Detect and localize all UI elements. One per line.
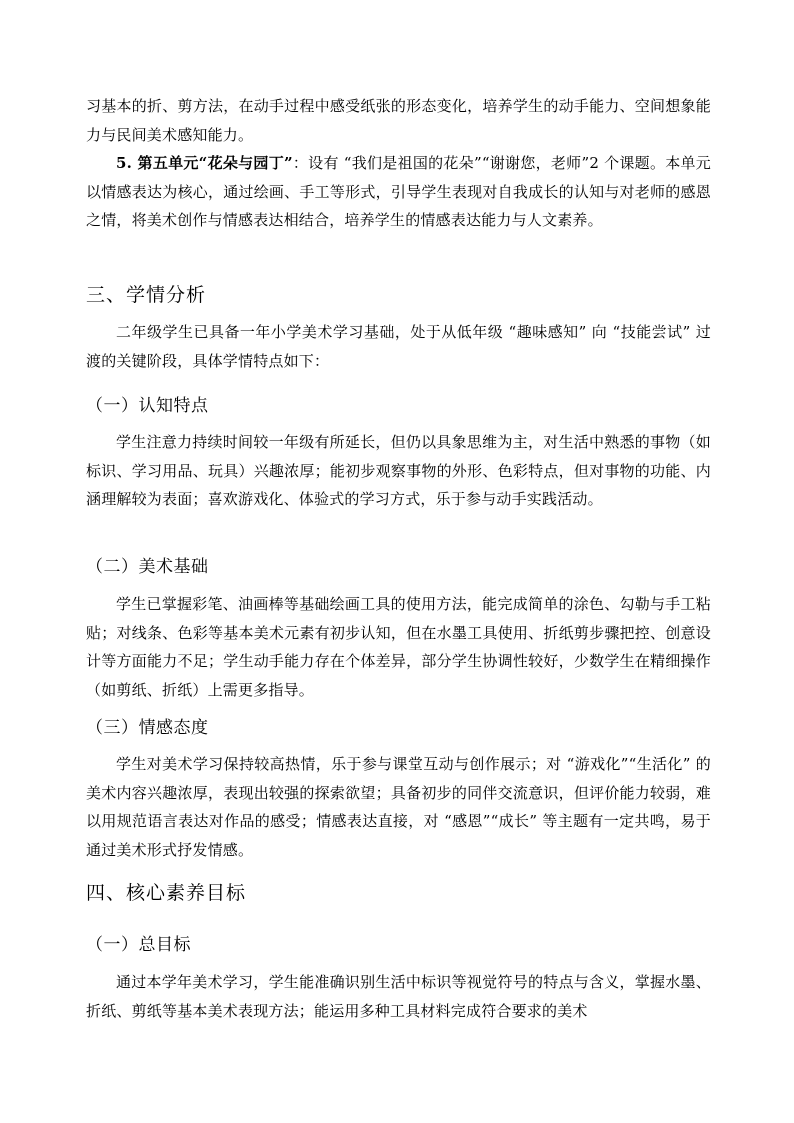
cognition-paragraph: 学生注意力持续时间较一年级有所延长，但仍以具象思维为主，对生活中熟悉的事物（如标识、学习用品、玩具）兴趣浓厚；能初步观察事物的外形、色彩特点，但对事物的功能、内涵理解较为表面；喜欢游戏化、体验式的学习方式，乐于参与动手实践活动。 (86, 433, 711, 508)
section3-heading: 三、学情分析 (86, 284, 207, 306)
art-basis-heading: （二）美术基础 (86, 557, 209, 577)
section3-intro: 二年级学生已具备一年小学美术学习基础，处于从低年级 “趣味感知” 向 “技能尝试” 过渡的关键阶段，具体学情特点如下： (86, 323, 711, 370)
emotion-paragraph: 学生对美术学习保持较高热情，乐于参与课堂互动与创作展示；对 “游戏化”“生活化” 的美术内容兴趣浓厚，表现出较强的探索欲望；具备初步的同伴交流意识，但评价能力较弱，难以用规范语言表达对作品的感受；情感表达直接，对 “感恩”“成长” 等主题有一定共鸣，易于通过美术形式抒发情感。 (86, 755, 711, 859)
unit5-paragraph (86, 149, 711, 235)
overall-goal-heading: （一）总目标 (86, 935, 191, 955)
emotion-heading: （三）情感态度 (86, 718, 209, 738)
section4-heading: 四、核心素养目标 (86, 882, 247, 904)
unit5-body: ：设有 “我们是祖国的花朵”“谢谢您，老师”2 个课题。本单元以情感表达为核心，通过绘画、手工等形式，引导学生表现对自我成长的认知与对老师的感恩之情，将美术创作与情感表达相结合，培养学生的情感表达能力与人文素养。 (86, 154, 711, 229)
cognition-heading: （一）认知特点 (86, 396, 209, 416)
art-basis-paragraph: 学生已掌握彩笔、油画棒等基础绘画工具的使用方法，能完成简单的涂色、勾勒与手工粘贴；对线条、色彩等基本美术元素有初步认知，但在水墨工具使用、折纸剪步骤把控、创意设计等方面能力不足；学生动手能力存在个体差异，部分学生协调性较好，少数学生在精细操作（如剪纸、折纸）上需更多指导。 (86, 595, 711, 699)
unit5-lead: 5. 第五单元“花朵与园丁” (116, 154, 293, 172)
overall-goal-paragraph: 通过本学年美术学习，学生能准确识别生活中标识等视觉符号的特点与含义，掌握水墨、折纸、剪纸等基本美术表现方法；能运用多种工具材料完成符合要求的美术 (86, 973, 711, 1020)
intro-paragraph: 习基本的折、剪方法，在动手过程中感受纸张的形态变化，培养学生的动手能力、空间想象能力与民间美术感知能力。 (86, 97, 711, 144)
